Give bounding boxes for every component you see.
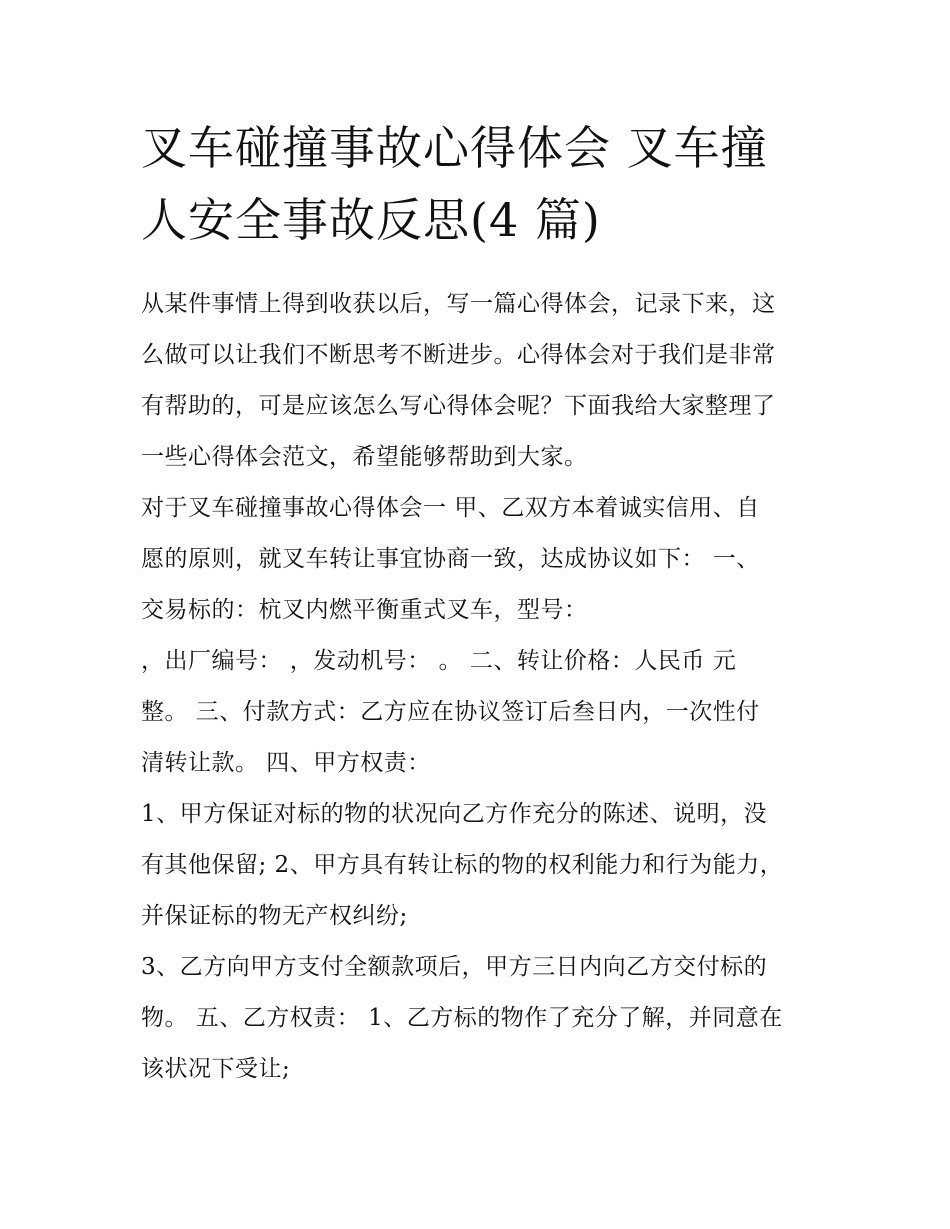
body-line: 有其他保留; 2、甲方具有转让标的物的权利能力和行为能力，	[141, 852, 784, 878]
title-line-1: 叉车碰撞事故心得体会 叉车撞	[141, 121, 768, 175]
title-line-2: 人安全事故反思(4 篇)	[141, 193, 601, 247]
body-line: 1、甲方保证对标的物的状况向乙方作充分的陈述、说明，没	[141, 801, 768, 827]
body-line: 3、乙方向甲方支付全额款项后，甲方三日内向乙方交付标的	[141, 954, 768, 980]
body-line: 从某件事情上得到收获以后，写一篇心得体会，记录下来，这	[141, 291, 776, 317]
body-line: 物。 五、乙方权责： 1、乙方标的物作了充分了解，并同意在	[141, 1005, 783, 1031]
body-line: 该状况下受让;	[141, 1056, 291, 1082]
body-line: 清转让款。 四、甲方权责：	[141, 750, 431, 776]
body-line: 有帮助的，可是应该怎么写心得体会呢？下面我给大家整理了	[141, 393, 776, 419]
body-line: 整。 三、付款方式：乙方应在协议签订后叁日内，一次性付	[141, 699, 760, 725]
body-line: 一些心得体会范文，希望能够帮助到大家。	[141, 444, 588, 470]
body-line: 对于叉车碰撞事故心得体会一 甲、乙双方本着诚实信用、自	[141, 495, 760, 521]
document-body	[141, 279, 813, 1095]
body-line: 么做可以让我们不断思考不断进步。心得体会对于我们是非常	[141, 342, 776, 368]
body-line: 并保证标的物无产权纠纷;	[141, 903, 408, 929]
body-line: 交易标的：杭叉内燃平衡重式叉车，型号：	[141, 597, 588, 623]
body-line: ，出厂编号： ，发动机号： 。 二、转让价格：人民币 元	[141, 648, 737, 674]
body-line: 愿的原则，就叉车转让事宜协商一致，达成协议如下： 一、	[141, 546, 760, 572]
document-title	[141, 112, 821, 256]
